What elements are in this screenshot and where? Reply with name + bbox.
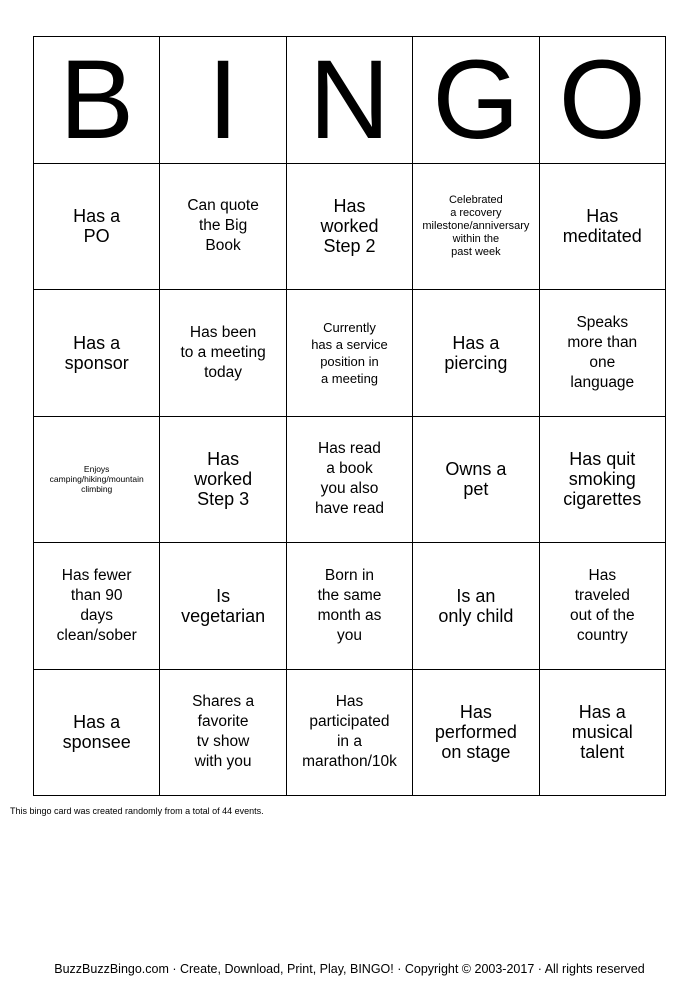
bingo-square	[160, 417, 286, 544]
bingo-square	[287, 164, 413, 291]
bingo-square	[34, 417, 160, 544]
bingo-square-text: Speaks more than one language	[567, 313, 638, 391]
bingo-square	[160, 543, 286, 670]
bingo-square	[160, 290, 286, 417]
bingo-square-text: Enjoys camping/hiking/mountain climbing	[49, 464, 144, 495]
generation-note: This bingo card was created randomly from a total of 44 events.	[10, 806, 264, 816]
footer-copyright: BuzzBuzzBingo.com · Create, Download, Print, Play, BINGO! · Copyright © 2003-2017 · All rights reserved	[54, 962, 645, 976]
bingo-square-text: Is vegetarian	[181, 585, 266, 626]
bingo-square-text: Has participated in a marathon/10k	[302, 693, 397, 771]
bingo-square-text: Has read a book you also have read	[315, 440, 384, 518]
bingo-square-text: Celebrated a recovery milestone/anniversary within the past week	[422, 193, 530, 258]
bingo-square	[287, 543, 413, 670]
header-letter-n: N	[287, 37, 413, 164]
bingo-square	[34, 164, 160, 291]
bingo-square	[413, 417, 539, 544]
bingo-square-text: Has a PO	[73, 206, 121, 247]
bingo-square	[413, 164, 539, 291]
bingo-square	[413, 543, 539, 670]
bingo-square	[287, 417, 413, 544]
bingo-square	[413, 290, 539, 417]
bingo-square-text: Has performed on stage	[434, 702, 517, 763]
bingo-square-text: Has a sponsor	[64, 332, 129, 373]
bingo-square	[287, 290, 413, 417]
header-letter-i: I	[160, 37, 286, 164]
bingo-square	[540, 543, 666, 670]
bingo-square-text: Has quit smoking cigarettes	[563, 449, 642, 510]
bingo-square	[540, 670, 666, 797]
bingo-square	[540, 417, 666, 544]
bingo-card	[33, 36, 666, 796]
bingo-square-text: Has worked Step 3	[194, 449, 253, 510]
bingo-square	[287, 670, 413, 797]
bingo-square	[34, 290, 160, 417]
bingo-square	[34, 543, 160, 670]
header-letter-o: O	[540, 37, 666, 164]
bingo-square-text: Has a sponsee	[62, 712, 131, 753]
bingo-square-text: Has meditated	[562, 206, 642, 247]
header-letter-b: B	[34, 37, 160, 164]
header-letter-g: G	[413, 37, 539, 164]
bingo-square-text: Can quote the Big Book	[187, 197, 259, 255]
bingo-square	[160, 164, 286, 291]
bingo-square-text: Born in the same month as you	[317, 566, 382, 644]
bingo-square-text: Has fewer than 90 days clean/sober	[56, 566, 137, 644]
bingo-square	[540, 290, 666, 417]
bingo-square-text: Is an only child	[438, 585, 514, 626]
bingo-square	[413, 670, 539, 797]
bingo-square-text: Currently has a service position in a meeting	[311, 319, 388, 386]
bingo-square-text: Shares a favorite tv show with you	[192, 693, 255, 771]
bingo-square-text: Has a piercing	[444, 332, 508, 373]
bingo-square	[34, 670, 160, 797]
bingo-square-text: Has been to a meeting today	[180, 323, 266, 381]
bingo-square-text: Owns a pet	[445, 459, 507, 500]
bingo-square-text: Has traveled out of the country	[569, 566, 635, 644]
bingo-square-text: Has worked Step 2	[320, 196, 379, 257]
bingo-square	[160, 670, 286, 797]
bingo-square-text: Has a musical talent	[571, 702, 633, 763]
bingo-square	[540, 164, 666, 291]
